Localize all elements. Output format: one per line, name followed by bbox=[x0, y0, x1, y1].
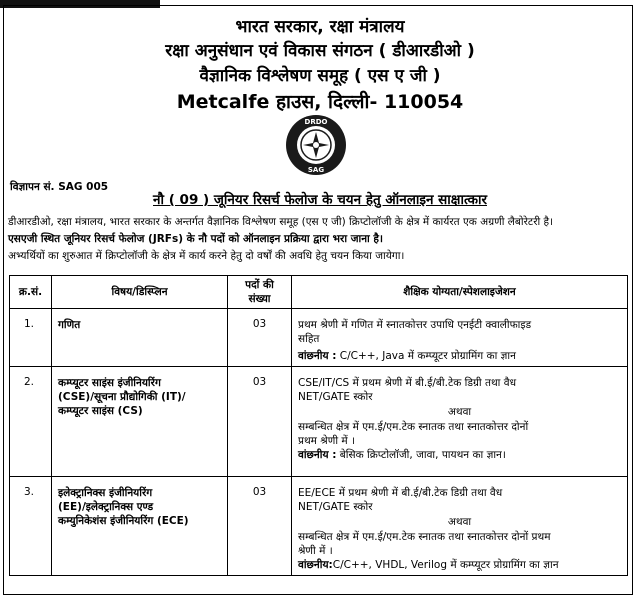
vacancy-table bbox=[9, 275, 628, 576]
header-line-ministry: भारत सरकार, रक्षा मंत्रालय bbox=[235, 17, 405, 37]
advertisement-number: विज्ञापन सं. SAG 005 bbox=[10, 181, 109, 193]
row-qualification: प्रथम श्रेणी में गणित में स्नातकोत्तर उपाधि एनईटी क्वालीफाइड सहित वांछनीय : C/C++, Java में कम्प्यूटर प्रोग्रामिंग का ज्ञान bbox=[292, 309, 628, 367]
header-posts: पदों की संख्या bbox=[228, 276, 292, 309]
row-qualification: CSE/IT/CS में प्रथम श्रेणी में बी.ई/बी.टेक डिग्री तथा वैध NET/GATE स्कोर अथवा सम्बन्धित क्षेत्र में एम.ई/एम.टेक स्नातक तथा स्नातकोत्तर दोनों प्रथम श्रेणी में । वांछनीय : बेसिक क्रिप्टोलॉजी, जावा, पायथन का ज्ञान। bbox=[292, 367, 628, 477]
table-row bbox=[10, 367, 628, 477]
header-qualification: शैक्षिक योग्यता/स्पेशलाइजेशन bbox=[292, 276, 628, 309]
svg-text:DRDO: DRDO bbox=[304, 118, 328, 126]
header-line-drdo: रक्षा अनुसंधान एवं विकास संगठन ( डीआरडीओ ) bbox=[165, 41, 475, 61]
row-posts: 03 bbox=[228, 477, 292, 576]
header-line-address: Metcalfe हाउस, दिल्ली- 110054 bbox=[176, 91, 464, 113]
row-sno: 2. bbox=[10, 367, 52, 477]
row-posts: 03 bbox=[228, 367, 292, 477]
intro-paragraph-1: डीआरडीओ, रक्षा मंत्रालय, भारत सरकार के अन्तर्गत वैज्ञानिक विश्लेषण समूह (एस ए जी) क्रिप्टोलॉजी के क्षेत्र में कार्यरत एक अग्रणी लैबोरेटरी है। bbox=[8, 216, 554, 228]
drdo-sag-seal-logo bbox=[285, 113, 347, 177]
header-sno: क्र.सं. bbox=[10, 276, 52, 309]
row-sno: 3. bbox=[10, 477, 52, 576]
header-line-sag: वैज्ञानिक विश्लेषण समूह ( एस ए जी ) bbox=[199, 66, 441, 86]
intro-paragraph-3: अभ्यर्थियों का शुरुआत में क्रिप्टोलॉजी के क्षेत्र में कार्य करने हेतु दो वर्षों की अवधि हेतु चयन किया जायेगा। bbox=[8, 250, 405, 262]
svg-text:SAG: SAG bbox=[307, 166, 325, 174]
row-posts: 03 bbox=[228, 309, 292, 367]
row-subject: गणित bbox=[52, 309, 228, 367]
header-subject: विषय/डिस्प्लिन bbox=[52, 276, 228, 309]
row-subject: इलेक्ट्रानिक्स इंजीनियरिंग (EE)/इलेक्ट्रानिक्स एण्ड कम्युनिकेशंस इंजीनियरिंग (ECE) bbox=[52, 477, 228, 576]
row-subject: कम्प्यूटर साइंस इंजीनियरिंग (CSE)/सूचना प्रौद्योगिकी (IT)/ कम्प्यूटर साइंस (CS) bbox=[52, 367, 228, 477]
row-qualification: EE/ECE में प्रथम श्रेणी में बी.ई/बी.टेक डिग्री तथा वैध NET/GATE स्कोर अथवा सम्बन्धित क्षेत्र में एम.ई/एम.टेक स्नातक तथा स्नातकोत्तर दोनों प्रथम श्रेणी में । वांछनीय:C/C++, VHDL, Verilog में कम्प्यूटर प्रोग्रामिंग का ज्ञान bbox=[292, 477, 628, 576]
intro-paragraph-2: एसएजी स्थित जूनियर रिसर्च फेलोज (JRFs) के नौ पदों को ऑनलाइन प्रक्रिया द्वारा भरा जाना है। bbox=[8, 233, 383, 245]
row-sno: 1. bbox=[10, 309, 52, 367]
notice-subject: नौ ( 09 ) जूनियर रिसर्च फेलोज के चयन हेतु ऑनलाइन साक्षात्कार bbox=[153, 192, 487, 208]
table-row bbox=[10, 477, 628, 576]
table-header-row bbox=[10, 276, 628, 309]
table-row bbox=[10, 309, 628, 367]
